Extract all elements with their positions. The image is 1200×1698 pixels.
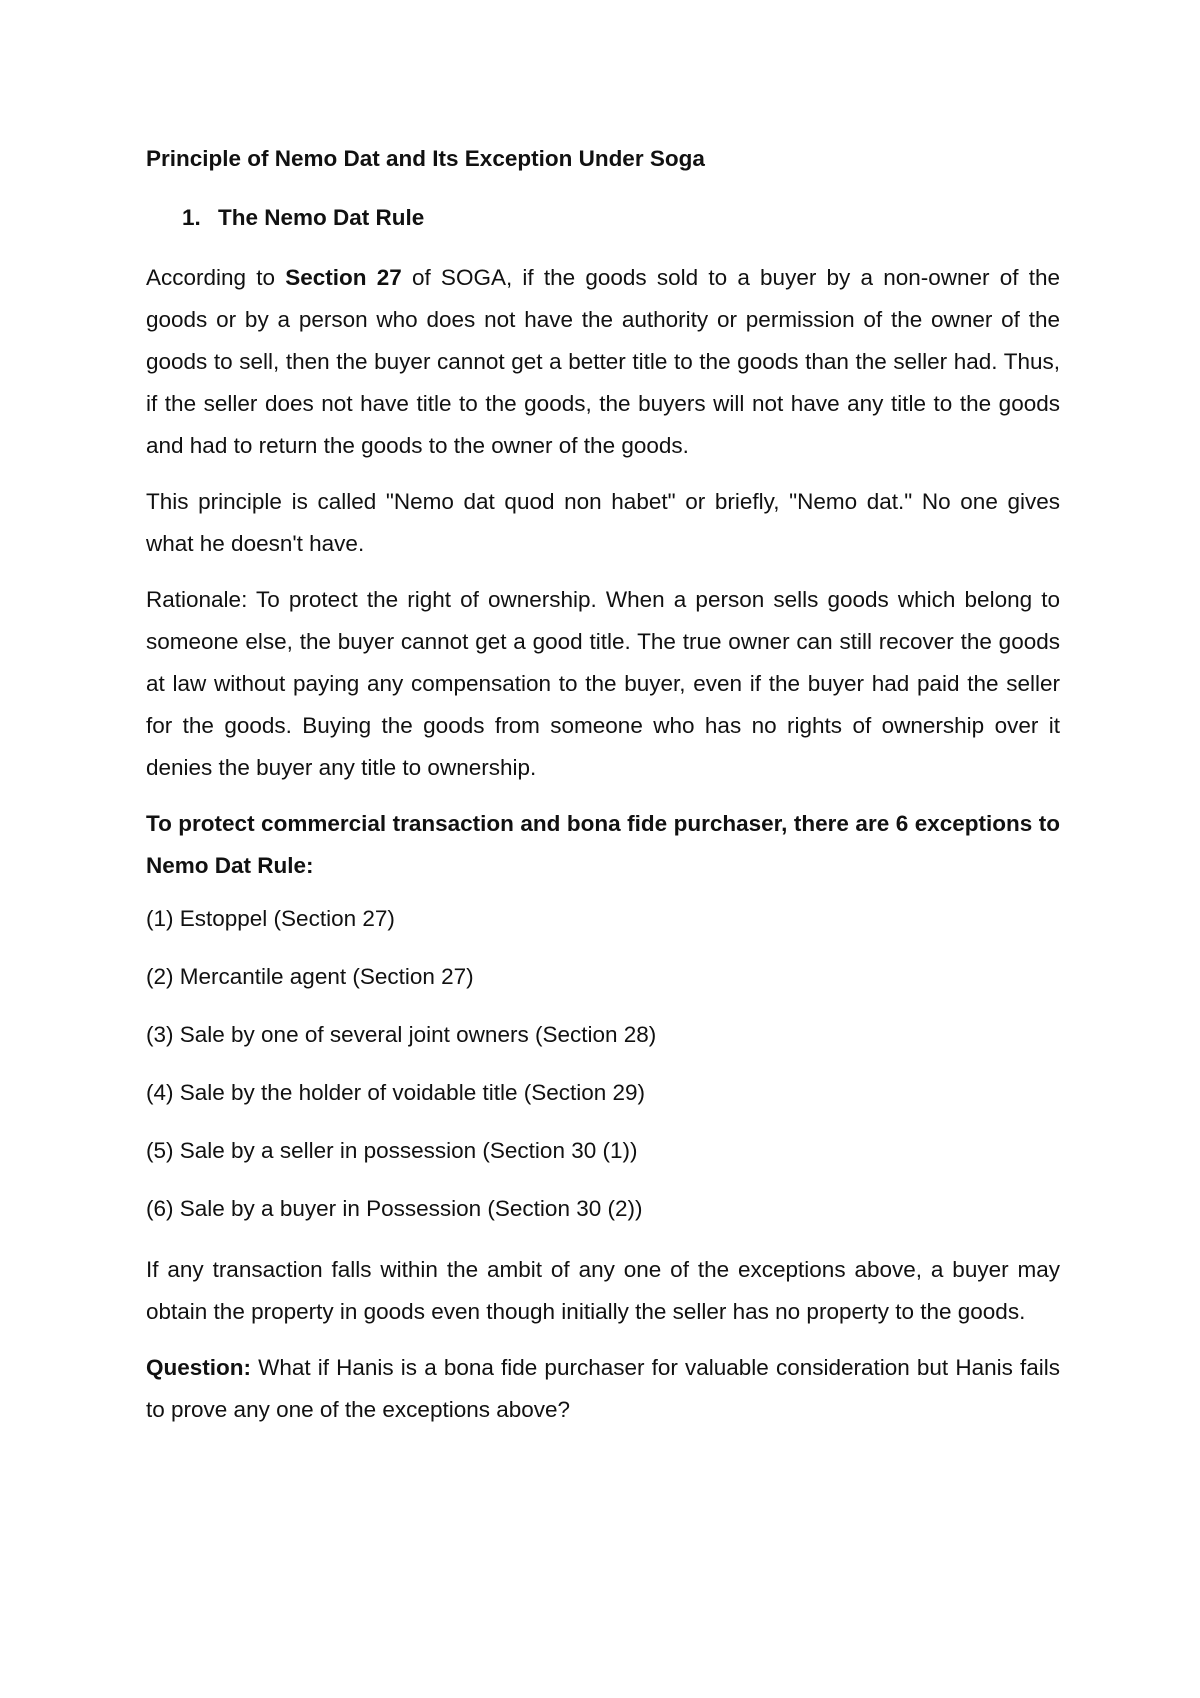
paragraph-section-27 [146,257,1060,467]
exceptions-intro: To protect commercial transaction and bona fide purchaser, there are 6 exceptions to Nemo Dat Rule: [146,811,1060,878]
exception-item: (2) Mercantile agent (Section 27) [146,964,474,989]
paragraph-prefix: According to [146,265,286,290]
question-label: Question: [146,1355,251,1380]
paragraph-question [146,1347,1060,1431]
section-27-reference: Section 27 [285,265,402,290]
exception-item: (3) Sale by one of several joint owners (Section 28) [146,1022,657,1047]
section-heading-text: The Nemo Dat Rule [218,205,425,230]
exception-item: (6) Sale by a buyer in Possession (Section 30 (2)) [146,1196,643,1221]
section-heading [146,201,1060,235]
document-title: Principle of Nemo Dat and Its Exception Under Soga [146,146,705,171]
question-text: What if Hanis is a bona fide purchaser for valuable consideration but Hanis fails to prove any one of the exceptions above? [146,1355,1060,1422]
exception-item: (1) Estoppel (Section 27) [146,906,395,931]
exception-item: (5) Sale by a seller in possession (Section 30 (1)) [146,1138,638,1163]
exception-item: (4) Sale by the holder of voidable title (Section 29) [146,1080,646,1105]
paragraph-rest: of SOGA, if the goods sold to a buyer by a non-owner of the goods or by a person who does not have the authority or permission of the owner of the goods to sell, then the buyer cannot get a better title to the goods than the seller had. Thus, if the seller does not have title to the goods, the buyers will not have any title to the goods and had to return the goods to the owner of the goods. [146,265,1060,458]
paragraph-principle: This principle is called "Nemo dat quod non habet" or briefly, "Nemo dat." No one gives what he doesn't have. [146,489,1060,556]
document-body [146,142,1060,1445]
paragraph-rationale: Rationale: To protect the right of ownership. When a person sells goods which belong to someone else, the buyer cannot get a good title. The true owner can still recover the goods at law without paying any compensation to the buyer, even if the buyer had paid the seller for the goods. Buying the goods from someone who has no rights of ownership over it denies the buyer any title to ownership. [146,587,1060,780]
section-number: 1. [182,205,201,230]
paragraph-ambit: If any transaction falls within the ambit of any one of the exceptions above, a buyer may obtain the property in goods even though initially the seller has no property to the goods. [146,1257,1060,1324]
